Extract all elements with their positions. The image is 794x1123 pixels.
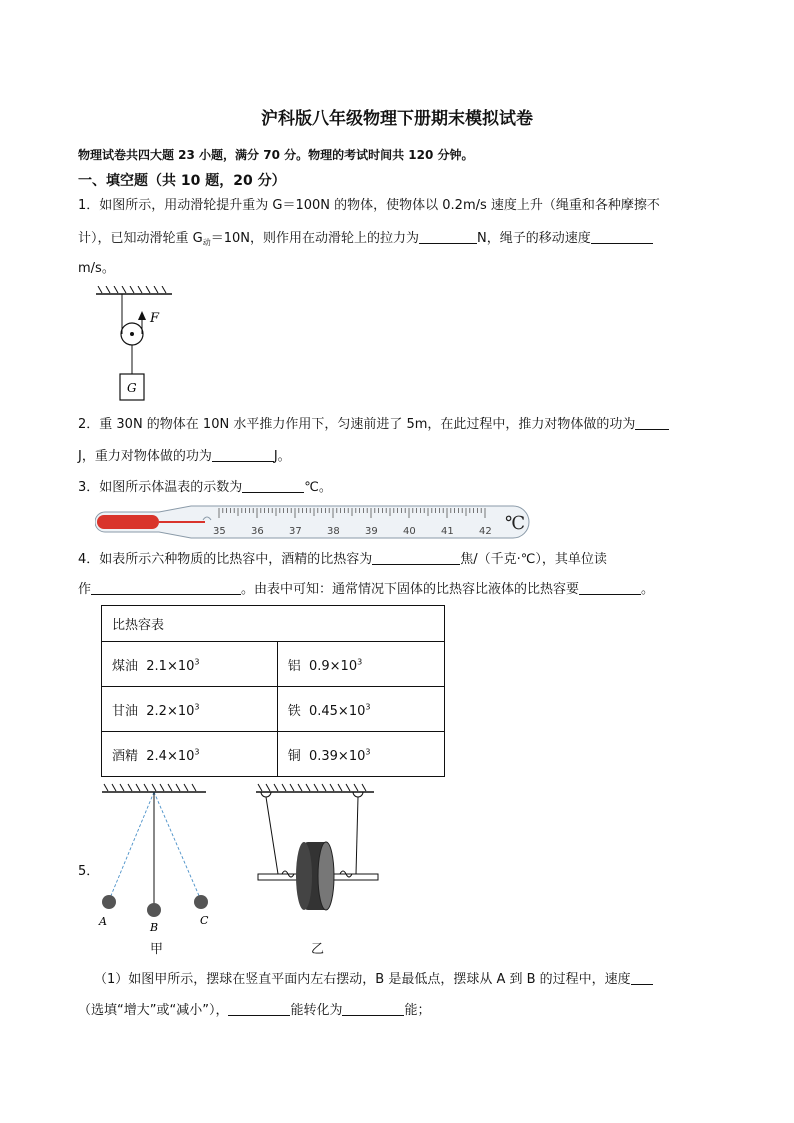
thermometer-tick-label: 42	[479, 526, 492, 537]
maxwell-wheel-figure	[252, 782, 382, 914]
section-heading: 一、填空题（共 10 题，20 分）	[78, 173, 286, 189]
answer-blank[interactable]	[342, 1001, 404, 1016]
page-title: 沪科版八年级物理下册期末模拟试卷	[261, 109, 533, 129]
thermometer-tick-label: 41	[441, 526, 454, 537]
label-a: A	[99, 915, 107, 928]
answer-blank[interactable]	[579, 580, 641, 595]
thermometer-tick-label: 35	[213, 526, 226, 537]
table-row: 酒精 $2.4\times 10^3$ 铜 $0.39\times 10^3$	[102, 732, 445, 777]
figure-label-jia: 甲	[150, 942, 164, 957]
thermometer-tick-label: 39	[365, 526, 378, 537]
weight-label: G	[127, 381, 137, 395]
q4-line2: 作 。由表中可知：通常情况下固体的比热容比液体的比热容要 。	[78, 582, 655, 597]
answer-blank[interactable]	[635, 415, 669, 430]
figure-label-yi: 乙	[311, 942, 325, 957]
answer-blank[interactable]	[372, 550, 460, 565]
table-row: 煤油 $2.1\times 10^3$ 铝 $0.9\times 10^3$	[102, 642, 445, 687]
q1-line1: 1．如图所示，用动滑轮提升重为 G＝100N 的物体，使物体以 0.2m/s 速度上升（绳重和各种摩擦不	[78, 198, 660, 213]
answer-blank[interactable]	[212, 447, 274, 462]
answer-blank[interactable]	[419, 229, 477, 244]
label-b: B	[150, 921, 159, 932]
thermometer-tick-label: 37	[289, 526, 302, 537]
pendulum-figure	[96, 782, 216, 932]
table-title: 比热容表	[102, 606, 445, 642]
q5-para2: （选填“增大”或“减小”）， 能转化为 能；	[78, 1003, 431, 1018]
pulley-figure	[92, 286, 182, 402]
thermometer-unit: ℃	[505, 513, 526, 534]
q5-para1: （1）如图甲所示，摆球在竖直平面内左右摆动，B 是最低点，摆球从 A 到 B 的过程中，速度	[94, 970, 653, 990]
q1-line3: m/s。	[78, 261, 115, 276]
q3-line1: 3．如图所示体温表的示数为 ℃。	[78, 480, 332, 495]
answer-blank[interactable]	[228, 1001, 290, 1016]
table-row: 甘油 $2.2\times 10^3$ 铁 $0.45\times 10^3$	[102, 687, 445, 732]
thermometer-tick-label: 36	[251, 526, 264, 537]
q5-number: 5．	[78, 864, 100, 879]
answer-blank[interactable]	[242, 478, 304, 493]
specific-heat-table	[101, 605, 445, 777]
thermometer	[95, 504, 535, 542]
q1-line2: 计），已知动滑轮重 $G_动=10N$，则作用在动滑轮上的拉力为 N，绳子的移动速度	[78, 229, 653, 253]
answer-blank[interactable]	[631, 970, 653, 985]
q2-line2: J，重力对物体做的功为 J。	[78, 449, 291, 464]
answer-blank[interactable]	[91, 580, 241, 595]
thermometer-tick-label: 40	[403, 526, 416, 537]
force-label: F	[150, 311, 160, 326]
thermometer-tick-label: 38	[327, 526, 340, 537]
label-c: C	[200, 914, 209, 927]
q4-line1: 4．如表所示六种物质的比热容中，酒精的比热容为 焦/（千克·℃），其单位读	[78, 552, 607, 567]
exam-intro: 物理试卷共四大题 23 小题，满分 70 分。物理的考试时间共 120 分钟。	[78, 148, 474, 162]
answer-blank[interactable]	[591, 229, 653, 244]
q2-line1: 2．重 30N 的物体在 10N 水平推力作用下，匀速前进了 5m，在此过程中，推力对物体做的功为	[78, 415, 669, 435]
